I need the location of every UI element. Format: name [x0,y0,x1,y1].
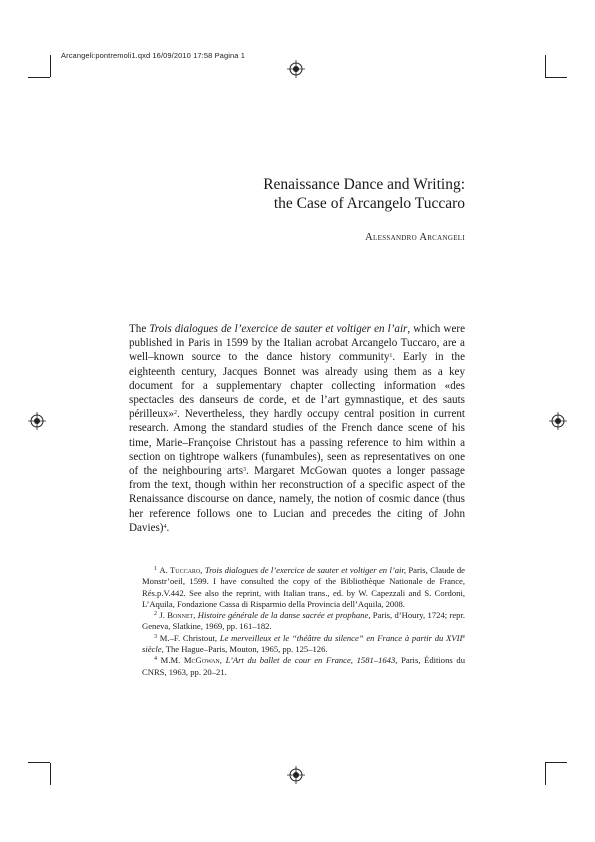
print-slug: Arcangeli:pontremoli1.qxd 16/09/2010 17:58 Pagina 1 [61,51,245,60]
crop-mark [50,763,51,785]
work-title: Trois dialogues de l’exercice de sauter et voltiger en l’air [149,323,408,335]
body-text [129,322,465,535]
title-line: the Case of Arcangelo Tuccaro [273,195,465,212]
body-paragraph: The Trois dialogues de l’exercice de sauter et voltiger en l’air, which were published in Paris in 1599 by the Italian acrobat Arcangelo Tuccaro, are a well–known source to the dance history community$^1$. Early in the eighteenth century, Jacques Bonnet was already using them as a key document for a supplementary chapter collecting information «des spectacles des danseurs de corde, et de l’art gymnastique, et des sauts périlleux»$^2$. Nevertheless, they hardly occupy central position in current research. Among the standard studies of the French dance scene of his time, Marie–Françoise Christout has a passing reference to him within a section on tightrope walkers (funambules), seen as representatives on one of the neighbouring arts$^3$. Margaret McGowan quotes a longer passage from the text, though within her reconstruction of a specific aspect of the Renaissance discourse on dance, namely, the notion of cosmic dance (thus her reference follows one to Lucian and precedes the citing of John Davies)$^4$. [129,323,465,534]
footnote-2: $^2$ J. Bonnet, Histoire générale de la danse sacrée et prophane, Paris, d’Houry, 1724; repr. Geneva, Slatkine, 1969, pp. 161–182. [142,610,465,632]
footnote-ref: 4 [163,523,167,530]
crop-mark [28,762,50,763]
footnote-4: $^4$ M.M. McGowan, L’Art du ballet de cour en France, 1581–1643, Paris, Éditions du CNRS, 1963, pp. 20–21. [142,655,465,677]
footnote-ref: 3 [243,467,247,474]
registration-mark-icon [287,766,305,784]
crop-mark [28,77,50,78]
article-author: Alessandro Arcangeli [365,232,465,243]
footnote-ref: 2 [173,410,177,417]
crop-mark [545,55,546,77]
registration-mark-icon [28,412,46,430]
crop-mark [545,763,546,785]
registration-mark-icon [287,60,305,78]
crop-mark [50,55,51,77]
registration-mark-icon [549,412,567,430]
footnote-ref: 1 [389,353,393,360]
crop-mark [545,77,567,78]
title-line: Renaissance Dance and Writing: [263,176,465,193]
article-title [145,175,465,213]
crop-mark [545,762,567,763]
footnote-3: $^3$ M.–F. Christout, Le merveilleux et le “théâtre du silence” en France à partir du XVIIe siècle, The Hague–Paris, Mouton, 1965, pp. 125–126. [142,632,466,655]
footnote-1: $^1$ A. Tuccaro, Trois dialogues de l’exercice de sauter et voltiger en l’air, Paris, Claude de Monstr’oeil, 1599. I have consulted the copy of the Bibliothèque Nationale de France, Rés.p.V.442. See also the reprint, with Italian trans., ed. by W. Capezzali and S. Cordoni, L’Aquila, Fondazione Cassa di Risparmio della Provincia dell’Aquila, 2008. [142,565,465,609]
footnotes [142,565,465,678]
